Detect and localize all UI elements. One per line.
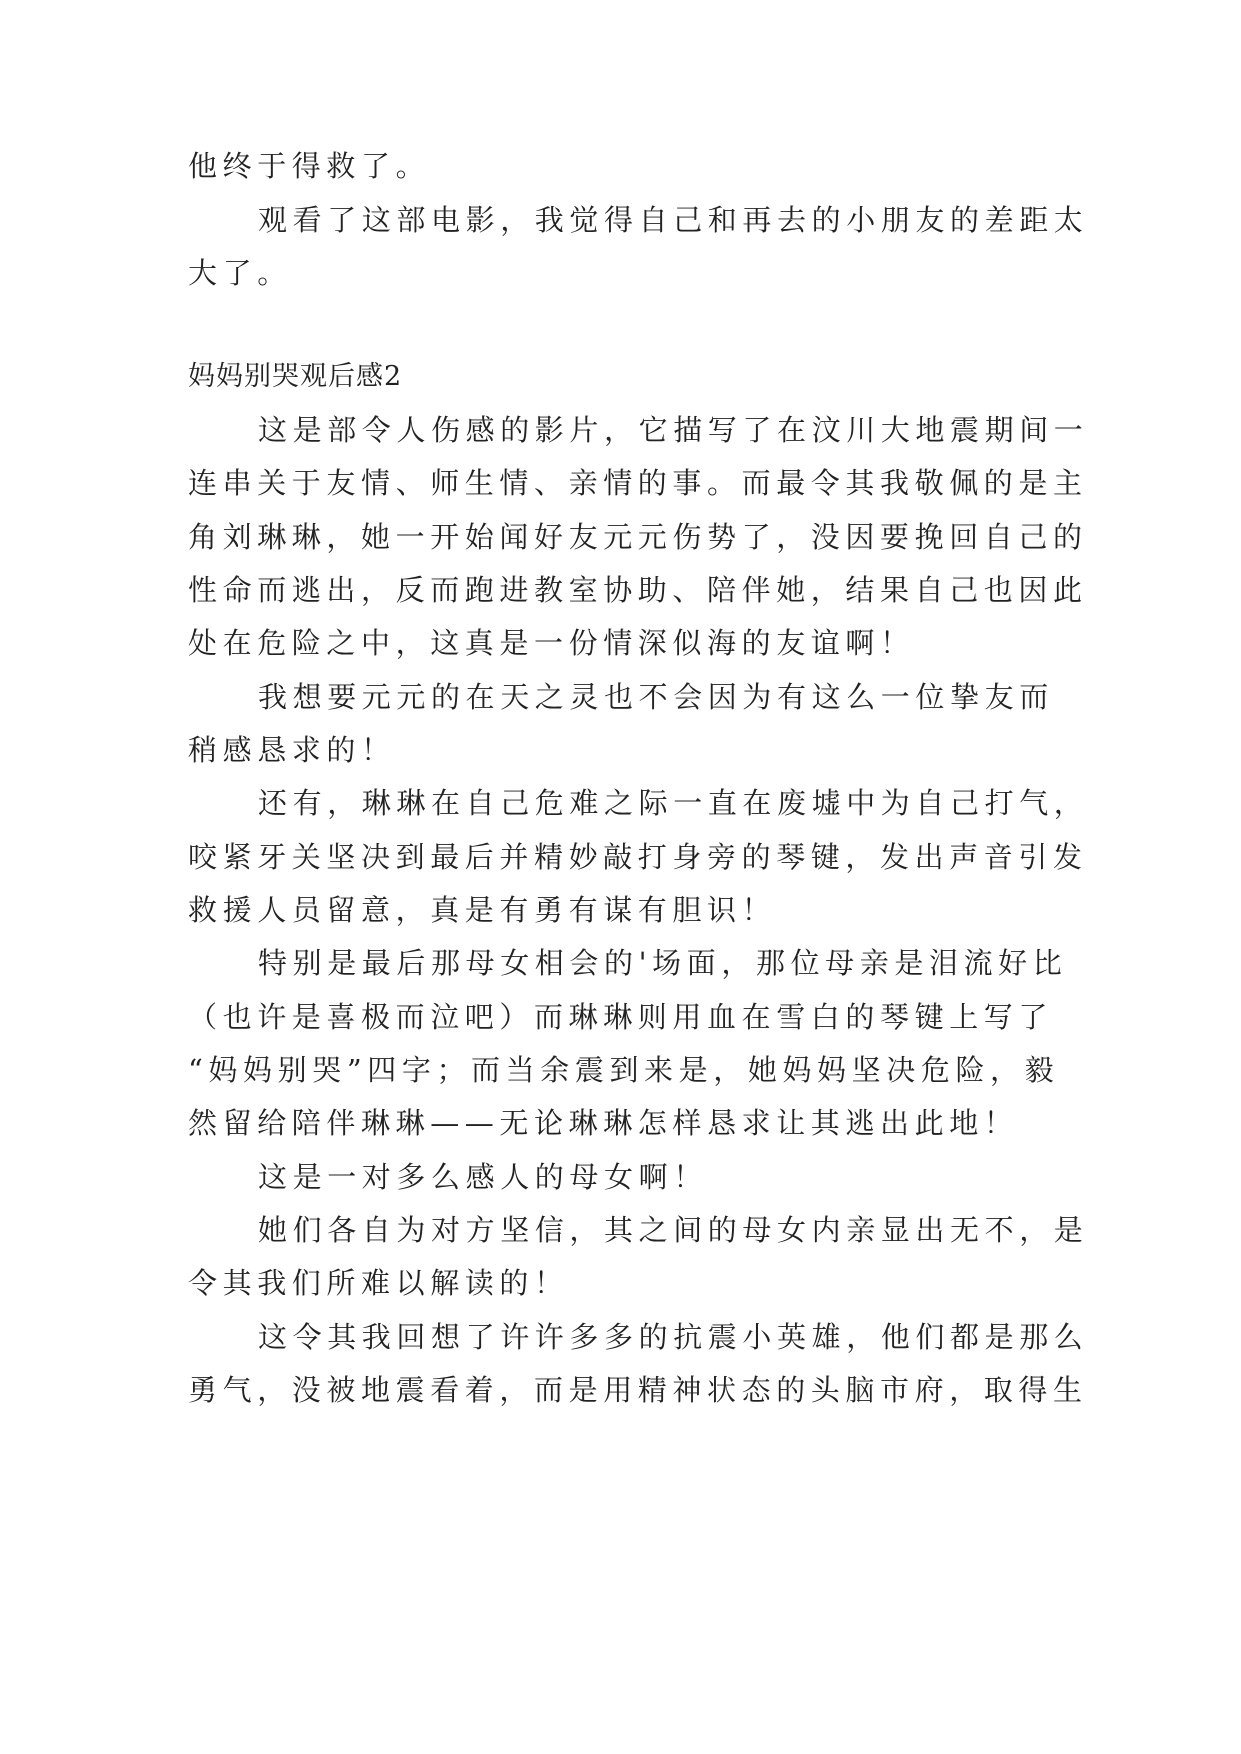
text-line: 他终于得救了。 [188, 149, 431, 183]
text-line: 令其我们所难以解读的！ [188, 1266, 569, 1300]
text-line: 稍感恳求的！ [188, 733, 396, 767]
text-line: 大了。 [188, 256, 292, 290]
text-line: 她们各自为对方坚信，其之间的母女内亲显出无不，是 [258, 1213, 1089, 1247]
text-line: 我想要元元的在天之灵也不会因为有这么一位挚友而 [258, 680, 1054, 714]
text-line: 这令其我回想了许许多多的抗震小英雄，他们都是那么 [258, 1320, 1089, 1354]
text-line: 观看了这部电影，我觉得自己和再去的小朋友的差距太 [258, 203, 1089, 237]
text-line: （也许是喜极而泣吧）而琳琳则用血在雪白的琴键上写了 [188, 1000, 1054, 1034]
text-line: 这是一对多么感人的母女啊！ [258, 1160, 708, 1194]
text-line: 这是部令人伤感的影片，它描写了在汶川大地震期间一 [258, 413, 1089, 447]
section-title: 妈妈别哭观后感2 [188, 361, 403, 392]
text-line: 咬紧牙关坚决到最后并精妙敲打身旁的琴键，发出声音引发 [188, 840, 1088, 874]
text-line: 勇气，没被地震看着，而是用精神状态的头脑市府，取得生 [188, 1373, 1088, 1407]
text-line: “妈妈别哭”四字；而当余震到来是，她妈妈坚决危险，毅 [188, 1053, 1060, 1087]
text-line: 处在危险之中，这真是一份情深似海的友谊啊！ [188, 626, 915, 660]
text-line: 性命而逃出，反而跑进教室协助、陪伴她，结果自己也因此 [188, 573, 1088, 607]
text-line: 连串关于友情、师生情、亲情的事。而最令其我敬佩的是主 [188, 466, 1088, 500]
text-line: 特别是最后那母女相会的'场面，那位母亲是泪流好比 [258, 946, 1068, 980]
text-line: 救援人员留意，真是有勇有谋有胆识！ [188, 893, 777, 927]
text-line: 角刘琳琳，她一开始闻好友元元伤势了，没因要挽回自己的 [188, 520, 1088, 554]
text-line: 还有，琳琳在自己危难之际一直在废墟中为自己打气， [258, 786, 1089, 820]
text-line: 然留给陪伴琳琳——无论琳琳怎样恳求让其逃出此地！ [188, 1106, 1019, 1140]
